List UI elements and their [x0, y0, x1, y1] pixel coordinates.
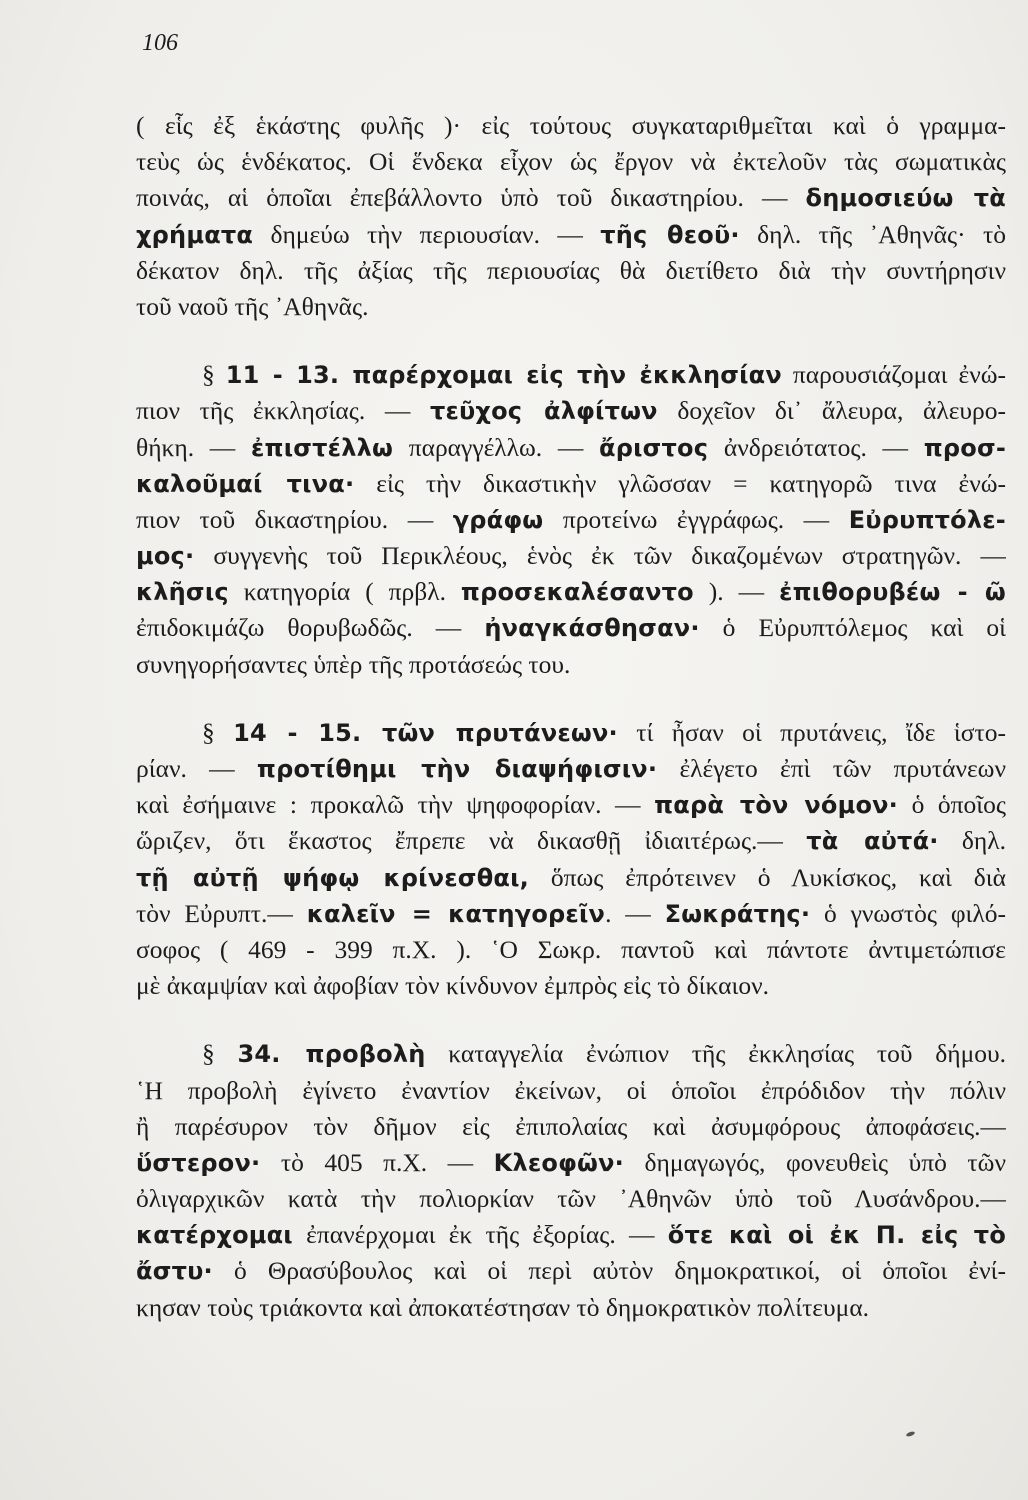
gloss-text: § [202, 360, 226, 390]
gloss-text: τοῦ ναοῦ τῆς ᾿Αθηνᾶς. [136, 291, 369, 321]
bold-lemma: καλεῖν = κατηγορεῖν [306, 899, 606, 928]
bold-lemma: τῇ αὐτῇ ψήφῳ κρίνεσθαι, [136, 863, 529, 892]
bold-lemma: κατέρχομαι [136, 1221, 293, 1250]
bold-lemma: ἐπιστέλλω [250, 433, 394, 462]
bold-lemma: ὕστερον· [136, 1148, 261, 1177]
bold-lemma: δημοσιεύω τὰ [805, 184, 1006, 213]
gloss-text: καὶ ἐσήμαινε : προκαλῶ τὴν ψηφοφορίαν. — [136, 790, 655, 820]
ink-speck [906, 1431, 916, 1438]
text-line [136, 647, 1006, 683]
text-line [136, 1290, 1006, 1326]
gloss-text: ). — [693, 577, 780, 607]
paragraph [136, 715, 1006, 1005]
bold-lemma: μος· [136, 542, 195, 571]
text-line [136, 108, 1006, 144]
text-line [136, 968, 1006, 1004]
text-line [136, 144, 1006, 180]
text-line [136, 860, 1006, 896]
gloss-text: ὀλιγαρχικῶν κατὰ τὴν πολιορκίαν τῶν ᾿Αθηνῶν ὑπὸ τοῦ Λυσάνδρου.— [136, 1184, 1006, 1214]
gloss-text: καταγγελία ἐνώπιον τῆς ἐκκλησίας τοῦ δήμου. [425, 1039, 1006, 1069]
gloss-text: ποινάς, αἱ ὁποῖαι ἐπεβάλλοντο ὑπὸ τοῦ δικαστηρίου. — [136, 183, 806, 213]
gloss-text: προτείνω ἐγγράφως. — [543, 504, 849, 534]
bold-lemma: ἠναγκάσθησαν· [484, 614, 700, 643]
bold-lemma: τεῦχος ἀλφίτων [429, 397, 658, 426]
text-line [136, 1181, 1006, 1217]
page-number: 106 [142, 30, 178, 56]
bold-lemma: τῆς θεοῦ· [600, 220, 740, 249]
gloss-text: ἀνδρειότατος. — [708, 432, 924, 462]
bold-lemma: γράφω [452, 505, 544, 534]
gloss-text: ( εἷς ἐξ ἑκάστης φυλῆς )· εἰς τούτους συγκαταριθμεῖται καὶ ὁ γραμμα- [136, 111, 1006, 140]
text-line [136, 502, 1006, 538]
gloss-text: ἐπανέρχομαι ἐκ τῆς ἐξορίας. — [292, 1220, 668, 1250]
bold-lemma: Σωκράτης· [664, 899, 811, 928]
gloss-text: τί ἦσαν οἱ πρυτάνεις, ἴδε ἱστο- [617, 717, 1006, 747]
gloss-text: κησαν τοὺς τριάκοντα καὶ ἀποκατέστησαν τὸ δημοκρατικὸν πολίτευμα. [136, 1292, 870, 1322]
gloss-text: συνηγορήσαντες ὑπὲρ τῆς προτάσεώς του. [136, 649, 571, 679]
gloss-text: μὲ ἀκαμψίαν καὶ ἀφοβίαν τὸν κίνδυνον ἐμπρὸς εἰς τὸ δίκαιον. [136, 971, 769, 1001]
bold-lemma: προσεκαλέσαντο [460, 578, 694, 607]
gloss-text: ὥριζεν, ὅτι ἕκαστος ἔπρεπε νὰ δικασθῇ ἰδιαιτέρως.— [136, 826, 807, 856]
text-line [136, 787, 1006, 823]
bold-lemma: προσ- [923, 433, 1006, 462]
gloss-text: ὁ γνωστὸς φιλό- [810, 898, 1006, 928]
gloss-text: ὁ ὁποῖος [898, 790, 1006, 820]
text-line [136, 1253, 1006, 1289]
text-line [136, 715, 1006, 751]
text-line [136, 1145, 1006, 1181]
gloss-text: δέκατον δηλ. τῆς ἀξίας τῆς περιουσίας θὰ διετίθετο διὰ τὴν συντήρησιν [136, 255, 1006, 285]
paragraph [136, 108, 1006, 325]
bold-lemma: ἄστυ· [136, 1257, 213, 1286]
bold-lemma: 14 - 15. τῶν πρυτάνεων· [233, 718, 618, 747]
bold-lemma: παρὰ τὸν νόμον· [654, 791, 898, 820]
gloss-text: § [202, 717, 234, 747]
gloss-text: δοχεῖον δι᾿ ἄλευρα, ἀλευρο- [657, 396, 1006, 426]
text-line [136, 751, 1006, 787]
bold-lemma: χρήματα [136, 220, 254, 249]
text-line [136, 217, 1006, 253]
text-line [136, 1217, 1006, 1253]
gloss-text: . — [605, 898, 665, 928]
text-line [136, 1073, 1006, 1109]
gloss-text: ὁ Θρασύβουλος καὶ οἱ περὶ αὐτὸν δημοκρατικοί, οἱ ὁποῖοι ἐνί- [212, 1256, 1006, 1286]
gloss-text: κατηγορία ( πρβλ. [228, 577, 461, 607]
gloss-text: ὁ Εὐρυπτόλεμος καὶ οἱ [699, 613, 1006, 643]
gloss-text: σοφος ( 469 - 399 π.Χ. ). ῾Ο Σωκρ. παντοῦ καὶ πάντοτε ἀντιμετώπισε [136, 934, 1006, 964]
gloss-text: τὸν Εὐρυπτ.— [136, 898, 307, 928]
gloss-text: ἐλέγετο ἐπὶ τῶν πρυτάνεων [657, 754, 1006, 783]
bold-lemma: Εὐρυπτόλε- [848, 505, 1006, 534]
gloss-text: παρουσιάζομαι ἐνώ- [781, 360, 1006, 390]
gloss-text: ὅπως ἐπρότεινεν ὁ Λυκίσκος, καὶ διὰ [528, 862, 1006, 892]
bold-lemma: ὅτε καὶ οἱ ἐκ Π. εἰς τὸ [667, 1221, 1006, 1250]
gloss-text: εἰς τὴν δικαστικὴν γλῶσσαν = κατηγορῶ τινα ἐνώ- [354, 468, 1006, 498]
text-line [136, 823, 1006, 859]
text-line [136, 574, 1006, 610]
text-line [136, 253, 1006, 289]
gloss-text: τὸ 405 π.Χ. — [260, 1147, 494, 1177]
text-line [136, 357, 1006, 393]
commentary-text [136, 108, 1006, 1326]
bold-lemma: καλοῦμαί τινα· [136, 469, 355, 498]
gloss-text: πιον τοῦ δικαστηρίου. — [136, 504, 453, 534]
gloss-text: δημεύω τὴν περιουσίαν. — [253, 219, 601, 249]
paragraph [136, 357, 1006, 683]
gloss-text: ρίαν. — [136, 754, 257, 783]
text-line [136, 538, 1006, 574]
gloss-text: ἐπιδοκιμάζω θορυβωδῶς. — [136, 613, 485, 643]
gloss-text: ῾Η προβολὴ ἐγίνετο ἐναντίον ἐκείνων, οἱ ὁποῖοι ἐπρόδιδον τὴν πόλιν [136, 1075, 1006, 1105]
paragraph [136, 1036, 1006, 1326]
bold-lemma: ἄριστος [599, 433, 709, 462]
gloss-text: δημαγωγός, φονευθεὶς ὑπὸ τῶν [624, 1147, 1006, 1177]
text-line [136, 430, 1006, 466]
gloss-text: τεὺς ὡς ἑνδέκατος. Οἱ ἕνδεκα εἶχον ὡς ἔργον νὰ ἐκτελοῦν τὰς σωματικὰς [136, 147, 1006, 177]
bold-lemma: Κλεοφῶν· [493, 1148, 624, 1177]
gloss-text: ἢ παρέσυρον τὸν δῆμον εἰς ἐπιπολαίας καὶ ἀσυμφόρους ἀποφάσεις.— [136, 1111, 1006, 1141]
text-line [136, 610, 1006, 646]
text-line [136, 289, 1006, 325]
text-line [136, 393, 1006, 429]
gloss-text: συγγενὴς τοῦ Περικλέους, ἑνὸς ἐκ τῶν δικαζομένων στρατηγῶν. — [194, 541, 1006, 571]
text-line [136, 1036, 1006, 1072]
bold-lemma: κλῆσις [136, 578, 229, 607]
bold-lemma: ἐπιθορυβέω - ῶ [779, 578, 1006, 607]
bold-lemma: 34. προβολὴ [237, 1040, 426, 1069]
text-line [136, 180, 1006, 216]
gloss-text: δηλ. τῆς ᾿Αθηνᾶς· τὸ [739, 219, 1006, 249]
gloss-text: παραγγέλλω. — [393, 432, 600, 462]
text-line [136, 932, 1006, 968]
gloss-text: § [202, 1039, 238, 1069]
bold-lemma: τὰ αὐτά· [806, 827, 939, 856]
gloss-text: δηλ. [938, 826, 1006, 856]
text-line [136, 896, 1006, 932]
gloss-text: πιον τῆς ἐκκλησίας. — [136, 396, 430, 426]
text-line [136, 1109, 1006, 1145]
gloss-text: θήκη. — [136, 432, 251, 462]
bold-lemma: 11 - 13. παρέρχομαι εἰς τὴν ἐκκλησίαν [225, 361, 782, 390]
text-line [136, 466, 1006, 502]
bold-lemma: προτίθημι τὴν διαψήφισιν· [256, 755, 658, 783]
